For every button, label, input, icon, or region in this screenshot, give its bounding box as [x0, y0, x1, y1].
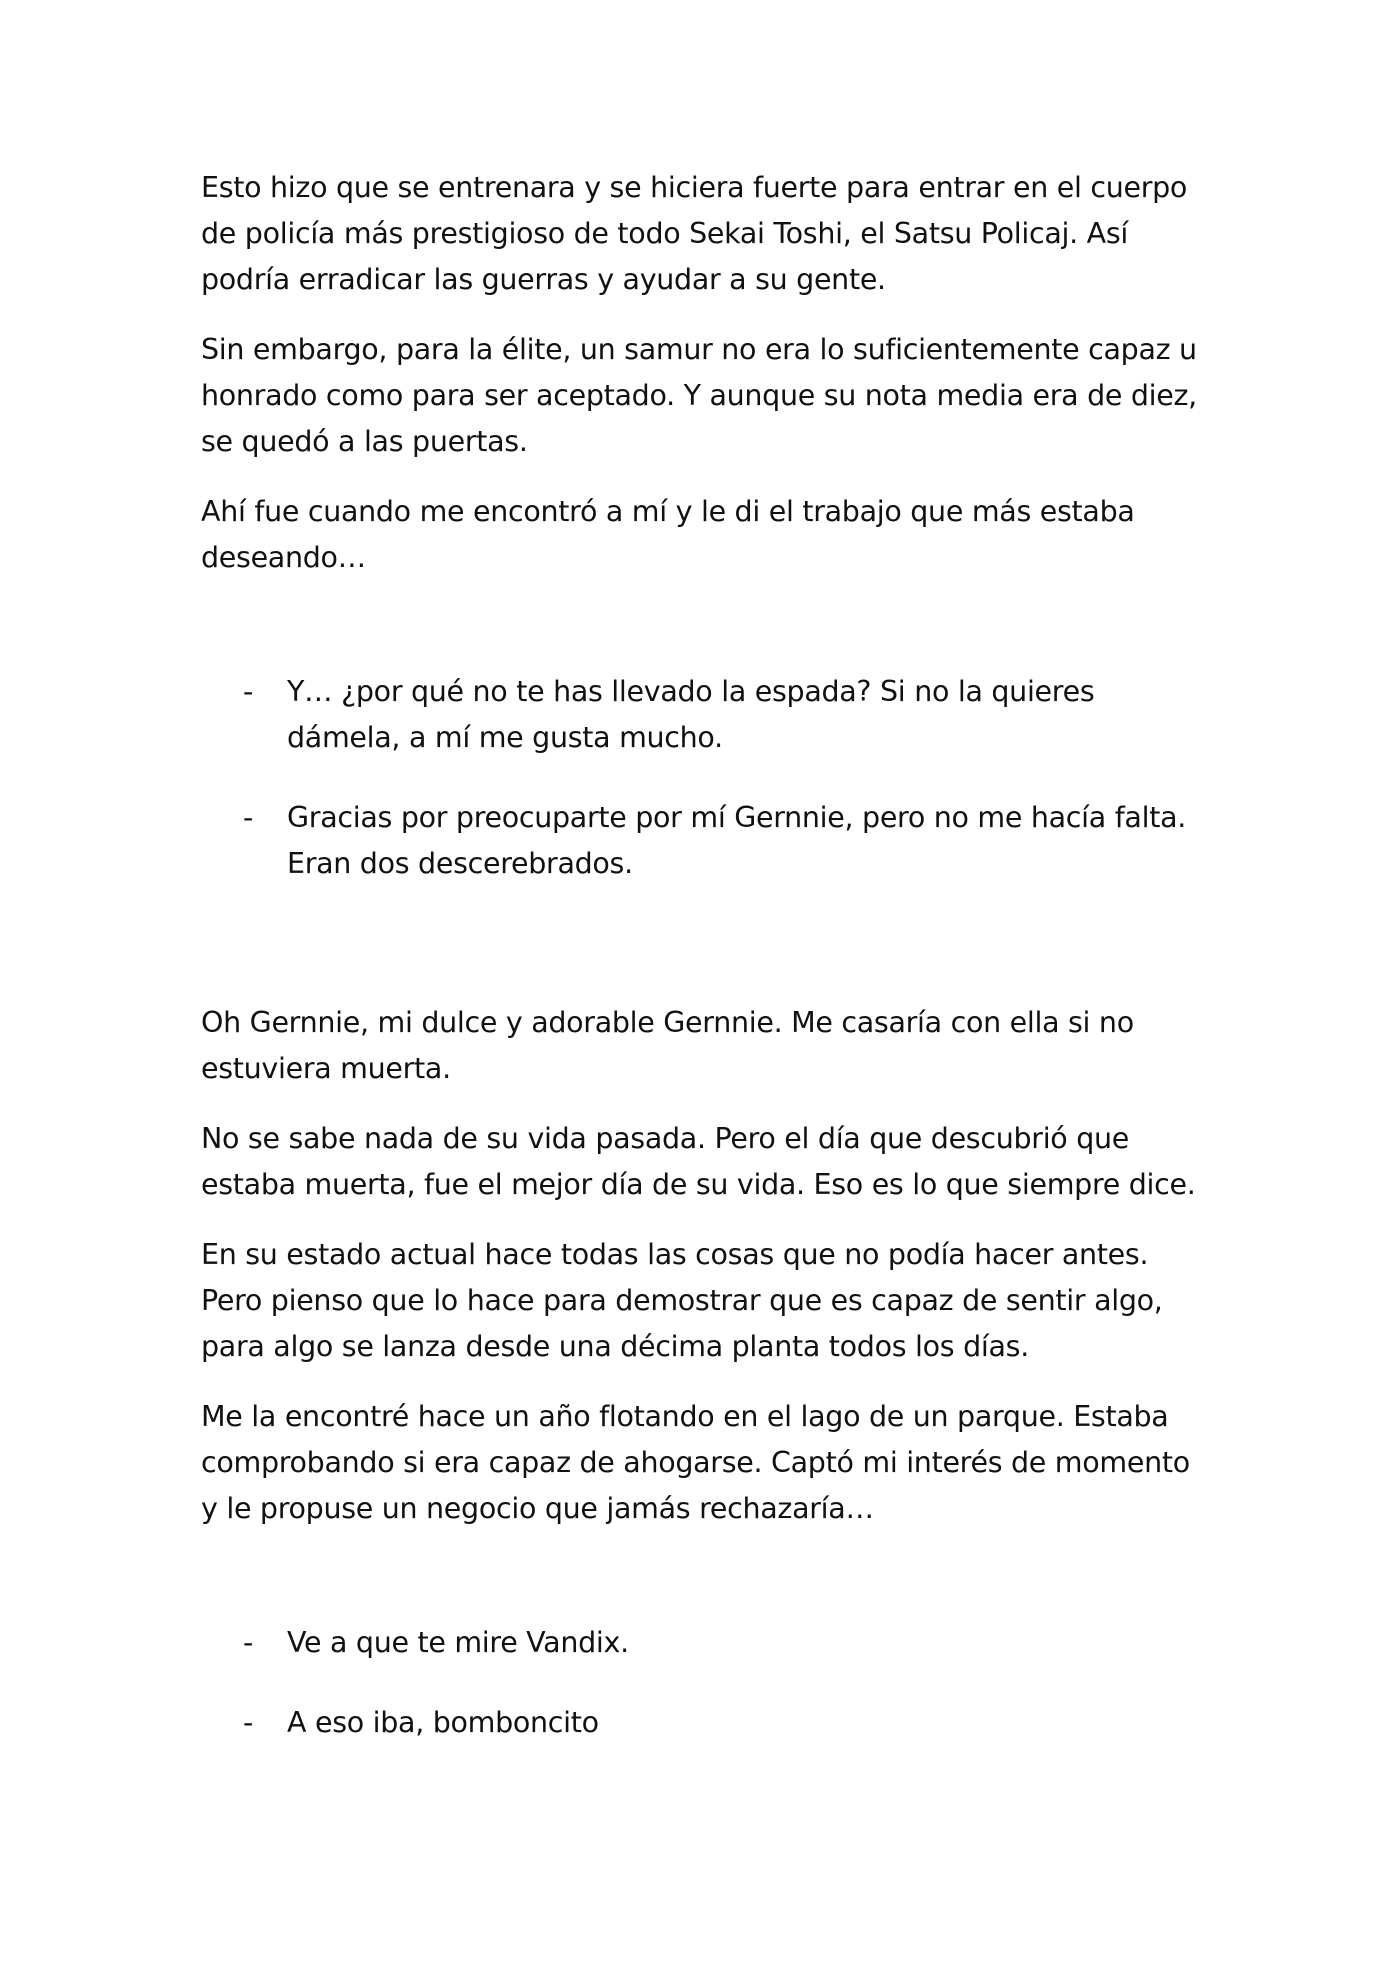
- dialogue-text: Gracias por preocuparte por mí Gernnie, pero no me hacía falta. Eran dos descerebrados.: [287, 801, 1187, 880]
- document-body: [201, 165, 1201, 1780]
- paragraph: No se sabe nada de su vida pasada. Pero el día que descubrió que estaba muerta, fue el mejor día de su vida. Eso es lo que siempre dice.: [201, 1122, 1196, 1201]
- dialogue-line: [201, 795, 1201, 887]
- spacer: [201, 605, 1201, 669]
- dialogue-dash: -: [243, 675, 253, 708]
- dialogue-line: [201, 669, 1201, 761]
- dialogue-dash: -: [243, 801, 253, 834]
- paragraph: Me la encontré hace un año flotando en el lago de un parque. Estaba comprobando si era capaz de ahogarse. Captó mi interés de momento y le propuse un negocio que jamás rechazaría…: [201, 1400, 1190, 1525]
- dialogue-line: [201, 1620, 1201, 1666]
- dialogue-list: [201, 1620, 1201, 1746]
- dialogue-text: Ve a que te mire Vandix.: [287, 1626, 629, 1659]
- paragraph: Sin embargo, para la élite, un samur no era lo suficientemente capaz u honrado como para ser aceptado. Y aunque su nota media era de diez, se quedó a las puertas.: [201, 333, 1197, 458]
- dialogue-line: [201, 1700, 1201, 1746]
- dialogue-dash: -: [243, 1706, 253, 1739]
- paragraph: En su estado actual hace todas las cosas que no podía hacer antes. Pero pienso que lo hace para demostrar que es capaz de sentir algo, para algo se lanza desde una décima planta todos los días.: [201, 1238, 1163, 1363]
- dialogue-text: A eso iba, bomboncito: [287, 1706, 599, 1739]
- dialogue-dash: -: [243, 1626, 253, 1659]
- spacer: [201, 1556, 1201, 1620]
- dialogue-text: Y… ¿por qué no te has llevado la espada? Si no la quieres dámela, a mí me gusta mucho.: [287, 675, 1095, 754]
- paragraph: Oh Gernnie, mi dulce y adorable Gernnie. Me casaría con ella si no estuviera muerta.: [201, 1006, 1134, 1085]
- dialogue-list: [201, 669, 1201, 887]
- paragraph: Ahí fue cuando me encontró a mí y le di el trabajo que más estaba deseando…: [201, 495, 1135, 574]
- paragraph: Esto hizo que se entrenara y se hiciera fuerte para entrar en el cuerpo de policía más prestigioso de todo Sekai Toshi, el Satsu Policaj. Así podría erradicar las guerras y ayudar a su gente.: [201, 171, 1188, 296]
- spacer: [201, 921, 1201, 1000]
